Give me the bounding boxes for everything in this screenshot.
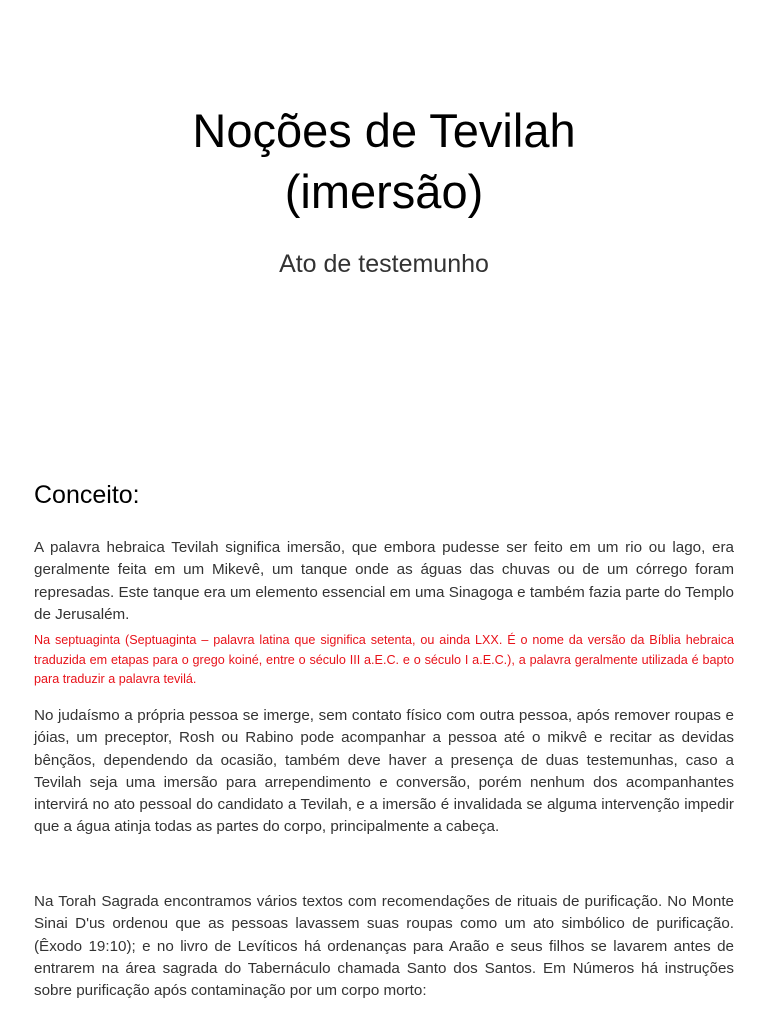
septuagint-note: Na septuaginta (Septuaginta – palavra latina que significa setenta, ou ainda LXX. É o nome da versão da Bíblia hebraica traduzida em etapas para o grego koiné, entre o século III a.E.C. e o século I a.E.C.), a palavra geralmente utilizada é bapto para traduzir a palavra tevilá.	[34, 633, 734, 686]
title-line-1: Noções de Tevilah	[192, 104, 576, 157]
paragraph-torah-references: Na Torah Sagrada encontramos vários textos com recomendações de rituais de purificação. No Monte Sinai D'us ordenou que as pessoas lavassem suas roupas como um ato simbólico de purificação. (Êxodo 19:10); e no livro de Levíticos há ordenanças para Araão e seus filhos se lavarem antes de entrarem na área sagrada do Tabernáculo chamada Santo dos Santos. Em Números há instruções sobre purificação após contaminação por um corpo morto:	[34, 893, 734, 1000]
document-subtitle: Ato de testemunho	[279, 250, 489, 278]
title-line-2: (imersão)	[284, 165, 484, 218]
paragraph-judaism-practice: No judaísmo a própria pessoa se imerge, sem contato físico com outra pessoa, após remover roupas e jóias, um preceptor, Rosh ou Rabino pode acompanhar a pessoa até o mikvê e recitar as devidas bênçãos, dependendo da ocasião, também deve haver a presença de duas testemunhas, caso a Tevilah seja uma imersão para arrependimento e conversão, porém nenhum dos acompanhantes intervirá no ato pessoal do candidato a Tevilah, e a imersão é invalidada se alguma intervenção impedir que a água atinja todas as partes do corpo, principalmente a cabeça.	[34, 707, 734, 836]
section-heading-conceito: Conceito:	[34, 481, 140, 509]
paragraph-definition: A palavra hebraica Tevilah significa imersão, que embora pudesse ser feito em um rio ou lago, era geralmente feita em um Mikevê, um tanque onde as águas das chuvas ou de um córrego foram represadas. Este tanque era um elemento essencial em uma Sinagoga e também fazia parte do Templo de Jerusalém.	[34, 539, 734, 623]
document-title	[34, 100, 734, 222]
